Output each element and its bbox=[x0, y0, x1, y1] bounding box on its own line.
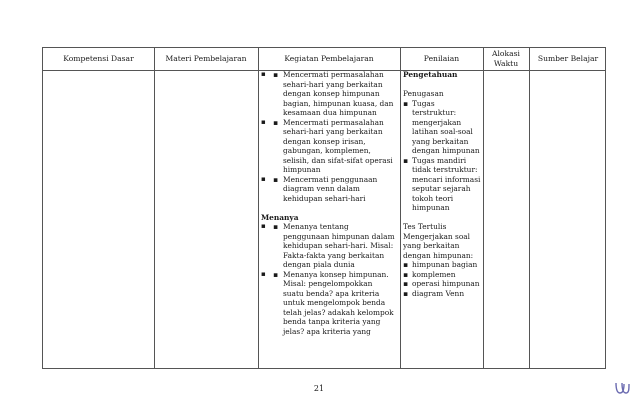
header-sumber-belajar: Sumber Belajar bbox=[537, 54, 599, 63]
menanya-item-text: Menanya konsep himpunan. Misal: pengelompokkan suatu benda? apa kriteria untuk mengelompok benda telah jelas? adakah kelompok benda tanpa kriteria yang jelas? apa kriteria yang bbox=[283, 269, 394, 336]
col-divider bbox=[400, 48, 401, 368]
rpp-table bbox=[42, 47, 606, 369]
penugasan-list-item: ▪ Tugas mandiri tidak terstruktur: mencari informasi seputar sejarah tokoh teori himpunan bbox=[403, 155, 481, 212]
tes-tertulis-label: Tes Tertulis bbox=[403, 222, 447, 231]
header-alokasi-waktu: Alokasi Waktu bbox=[492, 49, 520, 68]
penugasan-label: Penugasan bbox=[403, 89, 444, 98]
penugasan-list-item: ▪ Tugas terstruktur: mengerjakan latihan soal-soal yang berkaitan dengan himpunan bbox=[403, 98, 480, 155]
kegiatan-list-item: ▪ ▪ Mencermati penggunaan diagram venn dalam kehidupan sehari-hari bbox=[261, 175, 395, 204]
topic-item-text: himpunan bagian bbox=[412, 260, 478, 269]
topic-item-text: komplemen bbox=[412, 269, 456, 279]
kegiatan-item-text: Mencermati permasalahan sehari-hari yang berkaitan dengan konsep himpunan bagian, himpunan kuasa, dan kesamaan dua himpunan bbox=[283, 70, 394, 117]
kegiatan-item-text: Mencermati permasalahan sehari-hari yang berkaitan dengan konsep irisan, gabungan, komplemen, selisih, dan sifat-sifat operasi himpunan bbox=[283, 117, 393, 174]
kegiatan-cell bbox=[261, 70, 395, 336]
header-materi-pembelajaran: Materi Pembelajaran bbox=[165, 54, 247, 63]
kegiatan-item-text: Mencermati penggunaan diagram venn dalam kehidupan sehari-hari bbox=[283, 174, 378, 203]
mengerjakan-text: Mengerjakan soal yang berkaitan dengan himpunan: bbox=[403, 231, 474, 260]
menanya-list-item: ▪ ▪ Menanya konsep himpunan. Misal: pengelompokkan suatu benda? apa kriteria untuk mengelompok benda telah jelas? adakah kelompok benda tanpa kriteria yang jelas? apa kriteria yang bbox=[261, 270, 395, 337]
topic-item-text: diagram Venn bbox=[412, 288, 465, 298]
col-divider bbox=[529, 48, 530, 368]
menanya-heading: Menanya bbox=[261, 212, 299, 222]
topic-list-item: ▪ operasi himpunan bbox=[403, 279, 480, 288]
penugasan-item-text: Tugas mandiri tidak terstruktur: mencari informasi seputar sejarah tokoh teori himpunan bbox=[412, 155, 481, 212]
header-kegiatan-pembelajaran: Kegiatan Pembelajaran bbox=[284, 54, 374, 63]
penilaian-cell bbox=[403, 70, 481, 298]
col-divider bbox=[483, 48, 484, 368]
col-divider bbox=[154, 48, 155, 368]
page-number: 21 bbox=[313, 384, 325, 393]
col-divider bbox=[258, 48, 259, 368]
topic-list-item: ▪ diagram Venn bbox=[403, 288, 465, 298]
header-penilaian: Penilaian bbox=[423, 54, 460, 63]
pengetahuan-heading: Pengetahuan bbox=[403, 70, 458, 79]
penugasan-item-text: Tugas terstruktur: mengerjakan latihan soal-soal yang berkaitan dengan himpunan bbox=[412, 98, 480, 155]
topic-item-text: operasi himpunan bbox=[412, 279, 480, 288]
topic-list-item: ▪ himpunan bagian bbox=[403, 260, 478, 269]
kegiatan-list-item: ▪ ▪ Mencermati permasalahan sehari-hari yang berkaitan dengan konsep irisan, gabungan, komplemen, selisih, dan sifat-sifat operasi himpunan bbox=[261, 118, 395, 175]
topic-list-item: ▪ komplemen bbox=[403, 269, 456, 279]
kegiatan-list-item: ▪ ▪ Mencermati permasalahan sehari-hari yang berkaitan dengan konsep himpunan bagian, himpunan kuasa, dan kesamaan dua himpunan bbox=[261, 70, 395, 118]
menanya-item-text: Menanya tentang penggunaan himpunan dalam kehidupan sehari-hari. Misal: Fakta-fakta yang berkaitan dengan piala dunia bbox=[283, 222, 395, 269]
publisher-logo-icon bbox=[612, 380, 632, 396]
menanya-list-item: ▪ ▪ Menanya tentang penggunaan himpunan dalam kehidupan sehari-hari. Misal: Fakta-fakta yang berkaitan dengan piala dunia bbox=[261, 222, 395, 270]
header-kompetensi-dasar: Kompetensi Dasar bbox=[63, 54, 134, 63]
